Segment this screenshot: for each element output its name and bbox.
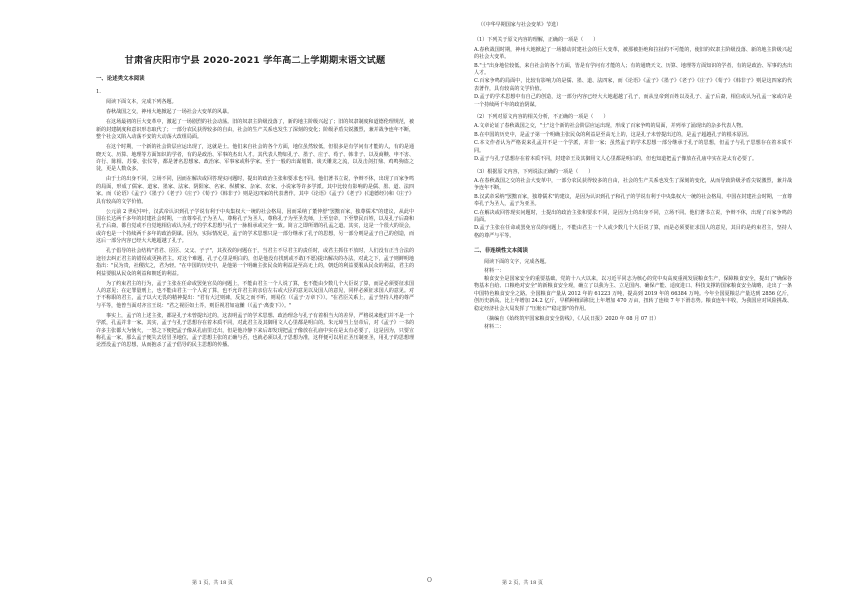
question-stem: （2）下列对原文内容的相关分析，不正确的一项是（ ）: [474, 114, 609, 121]
passage-source: （《中华早期国家与社会变革》节选）: [478, 22, 562, 28]
option-a: A.文章论证了春秋战国之交，"士"这个新的社会阶层应运出现，形成了百家争鸣的局面，并列举了涌现出的杂多代表人物。: [474, 123, 747, 130]
passage-paragraph: 春秋战国之交，神州大地掀起了一场社会大变革的风暴。: [106, 109, 233, 116]
passage-paragraph: 公元前 2 世纪中叶，汉武帝认识到孔子学说有利于中央集权大一统的社会格局，因而采纳了董仲舒"罢黜百家，独尊儒术"的建议，从此中国在长达两千多年的封建社会时期，一直尊奉孔子为圣人，尊称孔子为圣人，尊称孔子为至圣先师，上至皇帝，下至黎民百姓，以及孔子后裔和孔子后裔，都自觉或不自觉地相信或认为孔子的学术思想与孔子一脉相承或完全一致。简言之即所谓的孔孟之道。其实，这是一个很大的误会，或许也是一个持续两千多年的政治阴谋。因为，实际情况是，孟子的学术思想只是一部分继承了孔子的思想，另一部分则是孟子自己的创造，而这后一部分内容已经大大地超越了孔子。: [96, 208, 414, 245]
reading-instruction: 阅读下面文本，完成下列各题。: [106, 99, 177, 105]
option-b: B."士"出身地位较低，来自社会的各个方面，皆是有学问有才能的人；有的通晓天文、历算、地理等方面知识的学者，有的是政治、军事的杰出人才。: [474, 62, 792, 77]
question-1: [474, 37, 792, 109]
section-heading-1: 一、论述类文本阅读: [96, 76, 145, 82]
page-separator: O: [427, 577, 432, 584]
question-stem: （3）根据原文内容，下列说法正确的一项是（ ）: [474, 168, 594, 175]
option-a: A.春秋战国时期，神州大地掀起了一场撼动封建社会的巨大变革，被那被拒绝和拉扯的不可能的，使旧的奴隶主阶级没落、新的地主阶级兴起的社会大变革。: [474, 46, 792, 61]
material-source: （摘编自《始终筑牢国家粮食安全防线》，《人民日报》2020 年 08 月 07 日）: [484, 315, 660, 322]
option-d: D.孟子的学术思想中有自己的创造，这一部分内容已经大大地超越了孔子，而从皇帝到百姓以及孔子、孟子后裔，相信或认为孔孟一家或许是一个持续两千年的政治阴谋。: [474, 94, 792, 108]
question-number: 1.: [96, 89, 101, 95]
passage-paragraph: 孔子倡导的社会结构"君君、臣臣、父父、子子"，其孜孜的问题在于，当君主不尽君主的责任时，或君主抓住不放时，人们没有正当合法的途径去纠正君主的错误或更换君主。对这个难题，孔子心里是明白的，但是他没有找到或不敢(不愿)提出解决的办法，对此之下，孟子则鲜明地指出："民为贵，社稷次之，君为轻。"在中国的历史中，是他第一个明确主张民众的利益是至高无上的，朝廷的利益要服从民众的利益，君主的利益要服从民众的利益和朝廷的利益。: [96, 248, 414, 277]
question-2: [474, 114, 792, 163]
right-page: [430, 0, 860, 608]
question-stem: （1）下列关于原文内容的理解，正确的一项是（ ）: [474, 37, 599, 44]
option-c: C.本文作者认为严格说来孔孟并不是一个学派，并非一家；虽然孟子的学术思想一部分继承于孔子的思想，但孟子与孔子思想存在着本质不同。: [474, 140, 792, 154]
section-heading-2: 二、非连续性文本阅读: [474, 248, 528, 255]
passage-paragraph: 由于士的出身不同，立场不同，因而在解决或回答现实问题时，提出的政治主张和要求也不同。他们著书立说，争辩不休，出现了百家争鸣的局面，形成了儒家、道家、墨家、法家、阴阳家、名家、纵横家、杂家、农家、小说家等许多学派。其中比较有影响的是儒、墨、道、法四家。而《论语》《孟子》《墨子》《老子》《庄子》《荀子》《韩非子》则是这四家的代表著作。其中《论语》《孟子》《老子》(《道德经》)和《庄子》具有较高的文学价值。: [96, 176, 414, 205]
document-title: 甘肃省庆阳市宁县 2020-2021 学年高二上学期期末语文试题: [124, 55, 386, 66]
passage-paragraph: 在这场最初的巨大变革中，激起了一场剧烈的社会动荡。旧的奴隶主阶级没落了，新的地主阶级兴起了；旧的奴隶制度和道德伦理规范，被新的封建制度和意识形态取代了；一部分农民获得较多的自由，社会的生产关系也发生了深刻的变化；阶级矛盾尖锐激烈，兼并战争连年不断，整个社会又陷入动荡不安的大动荡大改组局面。: [96, 119, 414, 141]
option-a: A.在春秋战国之交的社会大变革中，一部分农民获得较多的自由，社会的生产关系也发生了深刻的变化，从而导致阶级矛盾尖锐激烈，兼并战争连年不断。: [474, 177, 792, 192]
material-label: 材料一：: [484, 267, 505, 274]
option-c: C.在解决或回答现实问题时，士提出的政治主张和要求不同，是因为士的出身不同，立场不同。他们著书立说，争辩不休，出现了百家争鸣的局面。: [474, 209, 792, 223]
passage-paragraph: 在这个时期，一个新的社会阶层应运出现了，这就是士。他们来自社会的各个方面，地位虽然较低，但很多是有学问有才能的人，有的是通晓天文、历算、地理等方面知识的学者，有的是政治、军事的杰出人才。其代表人物如孔子、墨子、庄子、荀子、韩非子、以及商鞅、申不害、许行、陈相、苏秦、张仪等，都是著名思想家、政治家、军事家或科学家。至于一般的出谋划策、谈天雕龙之流，以及击剑打鼎、鸡鸣狗盗之徒，更是人数众多。: [96, 144, 414, 173]
material-paragraph: 粮食安全是国家安全的重要基础。党的十八大以来，以习近平同志为核心的党中央高度重视发展粮食生产，保障粮食安全，提出了"确保谷物基本自给、口粮绝对安全"的新粮食安全观，确立了以我为主、立足国内、确保产能、适度进口、科技支撑的国家粮食安全战略，走出了一条中国特色粮食安全之路。全国粮食产量从 2012 年的 61223 万吨，提高到 2019 年的 66384 万吨。今年全国夏粮总产量达到 2856 亿斤，创历史新高。比上年增加 24.2 亿斤，早稻种植面积比上年增加 470 万亩，扭转了连续 7 年下滑态势。粮食连年丰收，为我国应对风险挑战、稳定经济社会大局发挥了"压舱石""稳定器"的作用。: [474, 275, 792, 312]
passage-paragraph: 事实上，孟子的上述主张，都是孔子未曾提出过的，这表明孟子的学术思想、政治理念与孔子有着相当大的差异，严格说来他们并不是一个学派，孔孟并非一家。其实，孟子与孔子思想存在着本质不同，对此君主及其御用文人心里都是明白的。朱元璋当上皇帝后，对《孟子》一书的许多主张都大为恼火，一怒之下便把孟子像从孔庙里迁出，但是他冷静下来后却发现把孟子像放在孔庙中实在是太有必要了，这是因为，只要宣称孔孟一家，那么孟子便失去居冒圣地位，孟子思想主张的正确与否，也就必须以孔子思想为准，这样便可以用正圣压制亚圣，用孔子的思想理论湮没孟子的思想，从而抱杀了孟子倡导的民主思想的传播。: [96, 312, 414, 349]
option-d: D.孟子与孔子思想存在着本质不同，封建帝王及其御用文人心里都是明白的，但也知道把孟子像放在孔庙中实在是太有必要了。: [474, 156, 758, 163]
passage: [96, 109, 414, 349]
option-d: D.孟子主张在任命或罢免官员的问题上，不能由君主一个人或少数几个大臣说了算，而是必须要征求国人的意见，其目的是约束君主，坚持人格的尊严与平等。: [474, 225, 792, 239]
option-c: C.百家争鸣的局面中，比较有影响力的是儒、墨、道、法四家，而《论语》《孟子》《墨子》《老子》《庄子》《荀子》《韩非子》则是这四家的代表著作，具有较高的文学价值。: [474, 78, 792, 92]
material-label: 材料二：: [484, 324, 505, 330]
passage-paragraph: 为了约束君主的行为，孟子主张在任命或罢免官员的问题上，不能由君主一个人说了算，也不能由少数几个大臣说了算，而是必须要征求国人的意见；在定罪量刑上，也不能由君主一个人说了算，也不允许君主的亲信左右或大臣的意见以及国人的意见，同样必须征求国人的意见。对于不称职的君主，孟子以大无畏的精神提出："君有大过则谏，反复之而不听，则易位（《孟子·万章下》）。"在君臣关系上，孟子坚持人格的尊严与平等，他曾当面对齐宣王说："君之视臣如土芥，则臣视君如寇雠（《孟子·离娄下》）。": [96, 280, 414, 309]
page-number-left: 第 1 页，共 18 页: [192, 580, 233, 586]
task-instruction: 阅读下面的文字，完成各题。: [484, 259, 550, 266]
option-b: B.汉武帝采纳"罢黜百家，独尊儒术"的建议，是因为认识到孔子和孔子的学说有利于中央集权大一统的社会格局，中国在封建社会时期，一直尊奉孔子为圣人，孟子为亚圣。: [474, 193, 792, 208]
page-number-right: 第 2 页，共 18 页: [502, 580, 543, 586]
option-b: B.在中国的历史中，是孟子第一个明确主张民众的利益是至高无上的，这是孔子未曾提出过的，是孟子超越孔子的根本原因。: [474, 131, 752, 138]
question-3: [474, 169, 792, 241]
